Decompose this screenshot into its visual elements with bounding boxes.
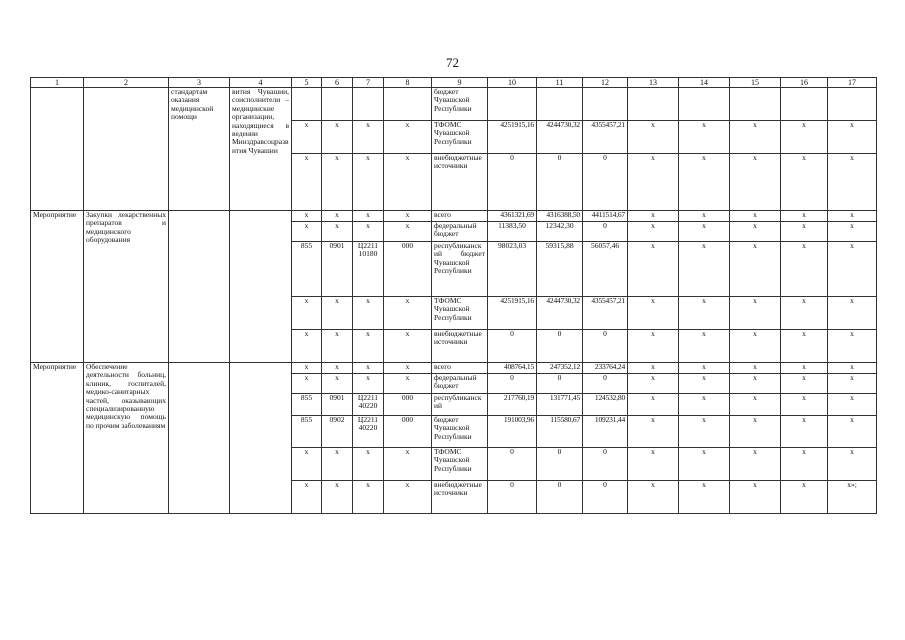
x-cell: x bbox=[628, 416, 679, 448]
value-cell: 0 bbox=[537, 374, 583, 394]
x-cell: x bbox=[322, 211, 353, 222]
x-cell: x bbox=[828, 374, 877, 394]
value-cell: 115580,67 bbox=[537, 416, 583, 448]
source-cell: бюджет Чувашской Республики bbox=[432, 88, 488, 121]
value-cell: 4361321,69 bbox=[488, 211, 537, 222]
header-cell: 3 bbox=[169, 78, 230, 88]
header-cell: 11 bbox=[537, 78, 583, 88]
x-cell: x bbox=[292, 330, 322, 363]
code-cell: 855 bbox=[292, 416, 322, 448]
x-cell: x bbox=[353, 211, 384, 222]
source-cell: федеральный бюджет bbox=[432, 374, 488, 394]
value-cell: 4251915,16 bbox=[488, 121, 537, 154]
value-cell: 4411514,67 bbox=[583, 211, 628, 222]
x-cell: x bbox=[628, 121, 679, 154]
page-number: 72 bbox=[446, 55, 459, 70]
x-cell: x bbox=[781, 154, 828, 211]
block0-col3: стандартам оказания медицинской помощи bbox=[169, 88, 230, 211]
x-cell: x bbox=[828, 363, 877, 374]
source-cell: бюджет Чувашской Республики bbox=[432, 416, 488, 448]
x-cell: x bbox=[292, 222, 322, 242]
x-cell: x bbox=[781, 222, 828, 242]
x-cell: x bbox=[828, 242, 877, 297]
x-cell: x bbox=[730, 330, 781, 363]
x-cell: x bbox=[384, 448, 432, 481]
cell bbox=[679, 88, 730, 121]
x-cell: x bbox=[628, 222, 679, 242]
header-cell: 17 bbox=[828, 78, 877, 88]
x-cell: x bbox=[781, 481, 828, 514]
x-cell: x bbox=[384, 481, 432, 514]
x-cell: x bbox=[628, 154, 679, 211]
block2-col1: Мероприятие bbox=[31, 363, 84, 514]
cell bbox=[322, 88, 353, 121]
x-cell: x bbox=[828, 222, 877, 242]
value-cell: 0 bbox=[583, 330, 628, 363]
x-cell: x bbox=[353, 363, 384, 374]
code-cell: 000 bbox=[384, 416, 432, 448]
value-cell: 56057,46 bbox=[583, 242, 628, 297]
x-cell: x bbox=[292, 481, 322, 514]
value-cell: 0 bbox=[488, 374, 537, 394]
source-cell: внебюджетные источники bbox=[432, 330, 488, 363]
value-cell: 0 bbox=[488, 448, 537, 481]
table-row bbox=[31, 363, 877, 374]
value-cell: 0 bbox=[537, 330, 583, 363]
value-cell: 217760,19 bbox=[488, 394, 537, 416]
header-cell: 13 bbox=[628, 78, 679, 88]
value-cell: 0 bbox=[583, 448, 628, 481]
x-cell: x bbox=[384, 297, 432, 330]
header-cell: 16 bbox=[781, 78, 828, 88]
x-cell: x bbox=[781, 297, 828, 330]
cell bbox=[169, 211, 230, 363]
x-cell: x bbox=[384, 222, 432, 242]
value-cell: 4355457,21 bbox=[583, 121, 628, 154]
source-cell: ТФОМС Чувашской Республики bbox=[432, 297, 488, 330]
x-cell: x bbox=[679, 330, 730, 363]
header-cell: 6 bbox=[322, 78, 353, 88]
x-cell: x bbox=[828, 330, 877, 363]
x-cell: x bbox=[384, 330, 432, 363]
cell bbox=[537, 88, 583, 121]
x-cell: x bbox=[322, 154, 353, 211]
header-cell: 1 bbox=[31, 78, 84, 88]
code-cell: 0902 bbox=[322, 416, 353, 448]
x-cell: x bbox=[353, 121, 384, 154]
x-cell: x bbox=[384, 363, 432, 374]
x-cell-last: x»; bbox=[828, 481, 877, 514]
code-cell: 855 bbox=[292, 242, 322, 297]
x-cell: x bbox=[679, 363, 730, 374]
x-cell: x bbox=[730, 481, 781, 514]
code-cell: 855 bbox=[292, 394, 322, 416]
x-cell: x bbox=[730, 211, 781, 222]
header-cell: 10 bbox=[488, 78, 537, 88]
x-cell: x bbox=[292, 154, 322, 211]
budget-table bbox=[30, 77, 877, 514]
x-cell: x bbox=[353, 448, 384, 481]
x-cell: x bbox=[353, 222, 384, 242]
x-cell: x bbox=[730, 222, 781, 242]
x-cell: x bbox=[781, 363, 828, 374]
x-cell: x bbox=[679, 481, 730, 514]
x-cell: x bbox=[628, 330, 679, 363]
x-cell: x bbox=[322, 222, 353, 242]
block1-col2: Закупки лекарственных препаратов и медицинского оборудования bbox=[84, 211, 169, 363]
x-cell: x bbox=[384, 374, 432, 394]
value-cell: 0 bbox=[583, 374, 628, 394]
table-row bbox=[31, 211, 877, 222]
code-cell: 0901 bbox=[322, 242, 353, 297]
source-cell: республиканский бюджет Чувашской Республики bbox=[432, 242, 488, 297]
value-cell: 98023,03 bbox=[488, 242, 537, 297]
x-cell: x bbox=[828, 211, 877, 222]
value-cell: 0 bbox=[583, 481, 628, 514]
source-cell: ТФОМС Чувашской Республики bbox=[432, 121, 488, 154]
x-cell: x bbox=[322, 330, 353, 363]
block0-col4: вития Чувашии, соисполнители – медицинские организации, находящиеся в ведении Минздравсоцразвития Чувашии bbox=[230, 88, 292, 211]
x-cell: x bbox=[628, 394, 679, 416]
x-cell: x bbox=[384, 154, 432, 211]
value-cell: 0 bbox=[537, 481, 583, 514]
x-cell: x bbox=[730, 394, 781, 416]
value-cell: 12342,30 bbox=[537, 222, 583, 242]
value-cell: 0 bbox=[488, 154, 537, 211]
block1-col1: Мероприятие bbox=[31, 211, 84, 363]
x-cell: x bbox=[322, 121, 353, 154]
cell bbox=[384, 88, 432, 121]
cell bbox=[730, 88, 781, 121]
value-cell: 4244730,32 bbox=[537, 297, 583, 330]
x-cell: x bbox=[679, 394, 730, 416]
x-cell: x bbox=[781, 448, 828, 481]
header-row bbox=[31, 78, 877, 88]
cell bbox=[230, 211, 292, 363]
x-cell: x bbox=[679, 222, 730, 242]
x-cell: x bbox=[679, 416, 730, 448]
header-cell: 15 bbox=[730, 78, 781, 88]
value-cell: 0 bbox=[488, 330, 537, 363]
x-cell: x bbox=[781, 374, 828, 394]
x-cell: x bbox=[628, 242, 679, 297]
x-cell: x bbox=[730, 121, 781, 154]
x-cell: x bbox=[781, 394, 828, 416]
source-cell: внебюджетные источники bbox=[432, 154, 488, 211]
header-cell: 12 bbox=[583, 78, 628, 88]
x-cell: x bbox=[679, 297, 730, 330]
code-cell: 000 bbox=[384, 242, 432, 297]
cell bbox=[169, 363, 230, 514]
value-cell: 109231,44 bbox=[583, 416, 628, 448]
value-cell: 408764,15 bbox=[488, 363, 537, 374]
header-cell: 5 bbox=[292, 78, 322, 88]
code-cell: Ц2211 10180 bbox=[353, 242, 384, 297]
x-cell: x bbox=[679, 211, 730, 222]
x-cell: x bbox=[730, 374, 781, 394]
value-cell: 11383,50 bbox=[488, 222, 537, 242]
x-cell: x bbox=[679, 121, 730, 154]
value-cell: 4244730,32 bbox=[537, 121, 583, 154]
x-cell: x bbox=[384, 211, 432, 222]
x-cell: x bbox=[353, 330, 384, 363]
value-cell: 59315,88 bbox=[537, 242, 583, 297]
x-cell: x bbox=[322, 448, 353, 481]
value-cell: 131771,45 bbox=[537, 394, 583, 416]
x-cell: x bbox=[828, 121, 877, 154]
cell bbox=[828, 88, 877, 121]
x-cell: x bbox=[628, 448, 679, 481]
x-cell: x bbox=[292, 211, 322, 222]
x-cell: x bbox=[628, 363, 679, 374]
value-cell: 0 bbox=[488, 481, 537, 514]
x-cell: x bbox=[322, 374, 353, 394]
x-cell: x bbox=[781, 211, 828, 222]
cell bbox=[353, 88, 384, 121]
x-cell: x bbox=[679, 448, 730, 481]
code-cell: 0901 bbox=[322, 394, 353, 416]
x-cell: x bbox=[828, 416, 877, 448]
x-cell: x bbox=[353, 154, 384, 211]
x-cell: x bbox=[679, 374, 730, 394]
block2-col2: Обеспечение деятельности больниц, клиник, госпиталей, медико-санитарных частей, оказывающих специализированную медицинскую помощь по прочим заболеваниям bbox=[84, 363, 169, 514]
cell bbox=[488, 88, 537, 121]
x-cell: x bbox=[353, 374, 384, 394]
x-cell: x bbox=[292, 374, 322, 394]
source-cell: внебюджетные источники bbox=[432, 481, 488, 514]
cell bbox=[31, 88, 84, 211]
code-cell: Ц2211 40220 bbox=[353, 416, 384, 448]
cell bbox=[84, 88, 169, 211]
x-cell: x bbox=[353, 297, 384, 330]
source-cell: всего bbox=[432, 363, 488, 374]
x-cell: x bbox=[292, 121, 322, 154]
value-cell: 4355457,21 bbox=[583, 297, 628, 330]
x-cell: x bbox=[353, 481, 384, 514]
value-cell: 0 bbox=[583, 154, 628, 211]
x-cell: x bbox=[781, 416, 828, 448]
x-cell: x bbox=[628, 297, 679, 330]
x-cell: x bbox=[828, 297, 877, 330]
code-cell: 000 bbox=[384, 394, 432, 416]
cell bbox=[628, 88, 679, 121]
x-cell: x bbox=[322, 481, 353, 514]
header-cell: 9 bbox=[432, 78, 488, 88]
source-cell: республиканский bbox=[432, 394, 488, 416]
header-cell: 8 bbox=[384, 78, 432, 88]
source-cell: всего bbox=[432, 211, 488, 222]
x-cell: x bbox=[828, 154, 877, 211]
x-cell: x bbox=[781, 121, 828, 154]
x-cell: x bbox=[781, 330, 828, 363]
value-cell: 4316388,50 bbox=[537, 211, 583, 222]
cell bbox=[292, 88, 322, 121]
x-cell: x bbox=[322, 297, 353, 330]
cell bbox=[781, 88, 828, 121]
x-cell: x bbox=[730, 154, 781, 211]
x-cell: x bbox=[292, 363, 322, 374]
x-cell: x bbox=[828, 448, 877, 481]
header-cell: 14 bbox=[679, 78, 730, 88]
cell bbox=[230, 363, 292, 514]
x-cell: x bbox=[384, 121, 432, 154]
source-cell: ТФОМС Чувашской Республики bbox=[432, 448, 488, 481]
source-cell: федеральный бюджет bbox=[432, 222, 488, 242]
code-cell: Ц2211 40220 bbox=[353, 394, 384, 416]
header-cell: 2 bbox=[84, 78, 169, 88]
x-cell: x bbox=[292, 448, 322, 481]
x-cell: x bbox=[781, 242, 828, 297]
value-cell: 247352,12 bbox=[537, 363, 583, 374]
header-cell: 4 bbox=[230, 78, 292, 88]
x-cell: x bbox=[628, 481, 679, 514]
value-cell: 0 bbox=[537, 448, 583, 481]
x-cell: x bbox=[730, 363, 781, 374]
x-cell: x bbox=[679, 154, 730, 211]
table-row bbox=[31, 88, 877, 121]
x-cell: x bbox=[828, 394, 877, 416]
x-cell: x bbox=[679, 242, 730, 297]
header-cell: 7 bbox=[353, 78, 384, 88]
x-cell: x bbox=[730, 242, 781, 297]
value-cell: 4251915,16 bbox=[488, 297, 537, 330]
value-cell: 0 bbox=[537, 154, 583, 211]
x-cell: x bbox=[730, 297, 781, 330]
x-cell: x bbox=[628, 374, 679, 394]
cell bbox=[583, 88, 628, 121]
x-cell: x bbox=[322, 363, 353, 374]
x-cell: x bbox=[730, 416, 781, 448]
value-cell: 124532,80 bbox=[583, 394, 628, 416]
x-cell: x bbox=[292, 297, 322, 330]
x-cell: x bbox=[730, 448, 781, 481]
x-cell: x bbox=[628, 211, 679, 222]
value-cell: 0 bbox=[583, 222, 628, 242]
value-cell: 191003,96 bbox=[488, 416, 537, 448]
value-cell: 233764,24 bbox=[583, 363, 628, 374]
